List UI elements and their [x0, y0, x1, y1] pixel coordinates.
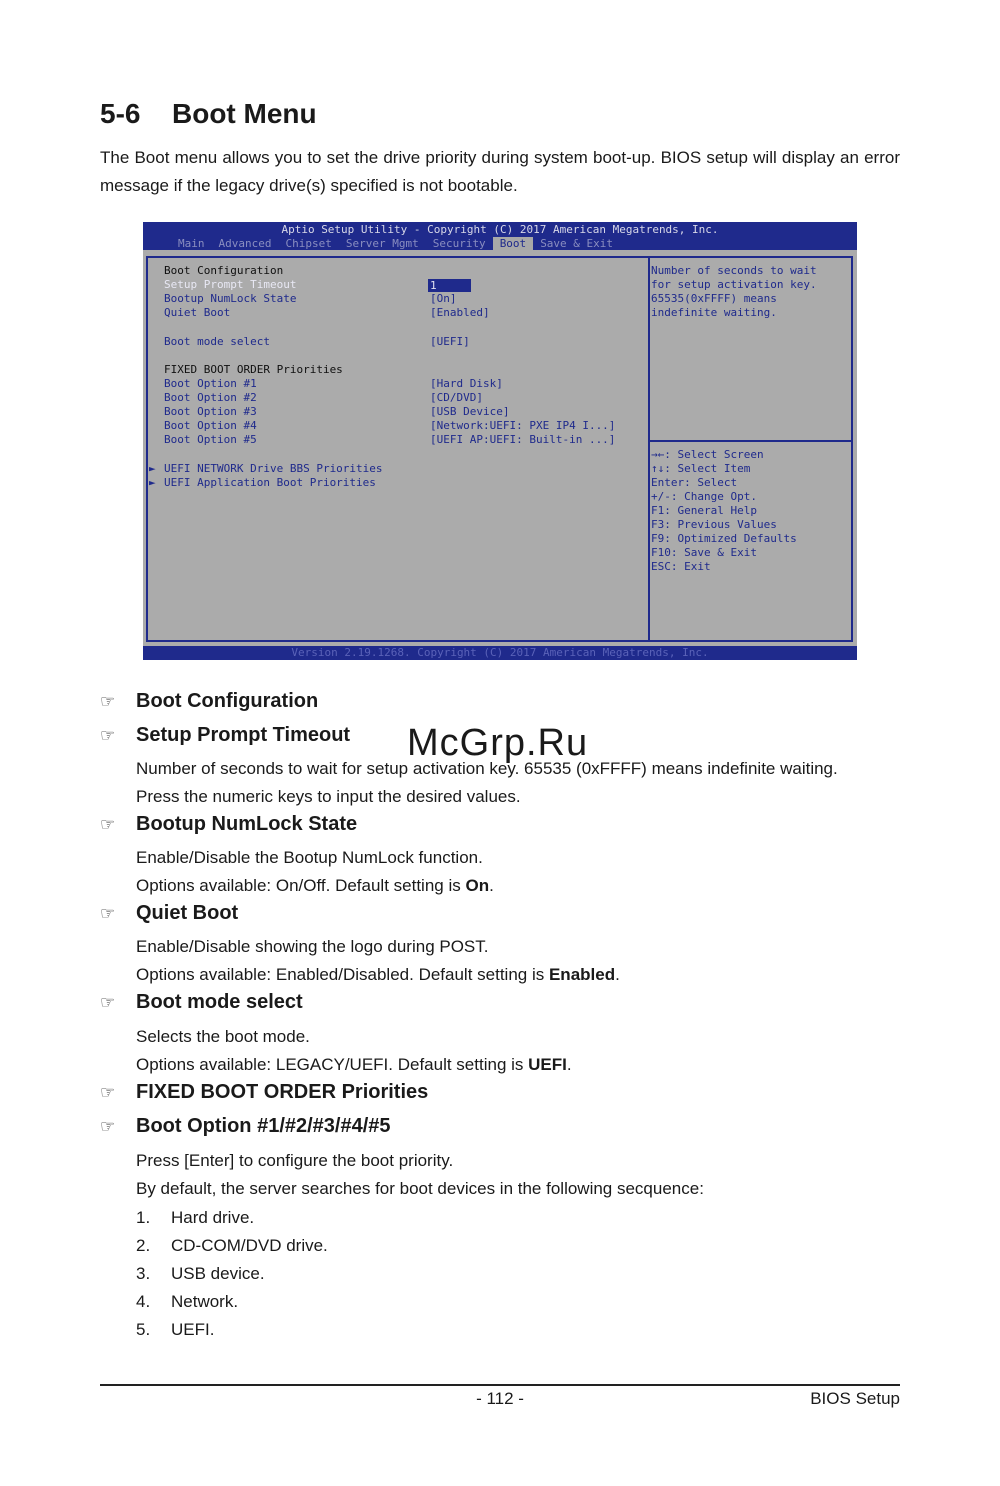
- bios-boot-option-3[interactable]: Boot Option #3: [164, 405, 257, 418]
- bios-key-hint: →←: Select Screen: [651, 448, 764, 461]
- bios-key-hint: ESC: Exit: [651, 560, 711, 573]
- bios-boot-option-2-value[interactable]: [CD/DVD]: [430, 391, 483, 404]
- bios-submenu-arrow-icon: ►: [149, 476, 156, 489]
- bios-tab-security[interactable]: Security: [432, 237, 486, 250]
- bios-boot-option-2[interactable]: Boot Option #2: [164, 391, 257, 404]
- setup-prompt-desc-1: Number of seconds to wait for setup activation key. 65535 (0xFFFF) means indefinite waiting.: [136, 759, 838, 778]
- page-number: - 112 -: [476, 1389, 524, 1408]
- item-quiet-boot: ☞ Quiet Boot: [100, 902, 239, 924]
- item-boot-option: ☞ Boot Option #1/#2/#3/#4/#5: [100, 1115, 391, 1137]
- list-item: 2. CD-COM/DVD drive.: [136, 1236, 328, 1255]
- intro-paragraph: The Boot menu allows you to set the drive priority during system boot-up. BIOS setup will display an error message if the legacy drive(s) specified is not bootable.: [100, 148, 900, 195]
- bios-setup-prompt-timeout-value[interactable]: 1: [428, 279, 471, 292]
- bios-tab-boot[interactable]: Boot: [493, 237, 534, 250]
- item-bootup-numlock-state: ☞ Bootup NumLock State: [100, 813, 358, 835]
- quiet-boot-desc-1: Enable/Disable showing the logo during POST.: [136, 937, 489, 956]
- pointing-hand-icon: ☞: [100, 992, 116, 1012]
- bios-tab-main[interactable]: Main: [178, 237, 205, 250]
- bios-bootup-numlock-value[interactable]: [On]: [430, 292, 457, 305]
- section-heading: Boot Menu: [172, 98, 317, 129]
- watermark: McGrp.Ru: [407, 722, 589, 764]
- numlock-desc-1: Enable/Disable the Bootup NumLock function.: [136, 848, 483, 867]
- pointing-hand-icon: ☞: [100, 725, 116, 745]
- pointing-hand-icon: ☞: [100, 1082, 116, 1102]
- bios-title: Aptio Setup Utility - Copyright (C) 2017 American Megatrends, Inc.: [281, 223, 719, 236]
- bios-boot-option-5[interactable]: Boot Option #5: [164, 433, 257, 446]
- bios-tab-server-mgmt[interactable]: Server Mgmt: [345, 237, 419, 250]
- bios-key-hint: +/-: Change Opt.: [651, 490, 757, 503]
- bios-boot-option-1-value[interactable]: [Hard Disk]: [430, 377, 503, 390]
- bios-key-hint: F1: General Help: [651, 504, 757, 517]
- item-boot-configuration: ☞ Boot Configuration: [100, 690, 319, 712]
- item-boot-mode-select: ☞ Boot mode select: [100, 991, 303, 1013]
- bios-setup-prompt-timeout[interactable]: Setup Prompt Timeout: [164, 278, 297, 291]
- list-item: 1. Hard drive.: [136, 1208, 255, 1227]
- bios-tab-chipset[interactable]: Chipset: [285, 237, 332, 250]
- pointing-hand-icon: ☞: [100, 903, 116, 923]
- bios-boot-option-1[interactable]: Boot Option #1: [164, 377, 257, 390]
- bios-bootup-numlock-state[interactable]: Bootup NumLock State: [164, 292, 297, 305]
- bios-boot-mode-value[interactable]: [UEFI]: [430, 335, 470, 348]
- bios-uefi-application-boot[interactable]: UEFI Application Boot Priorities: [164, 476, 376, 489]
- bios-boot-configuration-heading: Boot Configuration: [164, 264, 284, 277]
- bios-key-hint: F3: Previous Values: [651, 518, 777, 531]
- bios-boot-option-4[interactable]: Boot Option #4: [164, 419, 257, 432]
- item-fixed-boot-order: ☞ FIXED BOOT ORDER Priorities: [100, 1081, 429, 1103]
- bios-screenshot: [143, 222, 857, 660]
- bios-footer: [143, 646, 857, 660]
- boot-option-desc-1: Press [Enter] to configure the boot priority.: [136, 1151, 454, 1170]
- setup-prompt-desc-2: Press the numeric keys to input the desired values.: [136, 787, 521, 806]
- bios-tab-bar: [171, 237, 620, 250]
- bios-help-text: 65535(0xFFFF) means: [651, 292, 777, 305]
- pointing-hand-icon: ☞: [100, 691, 116, 711]
- bios-boot-option-5-value[interactable]: [UEFI AP:UEFI: Built-in ...]: [430, 433, 616, 446]
- bios-tab-advanced[interactable]: Advanced: [218, 237, 272, 250]
- bios-quiet-boot-value[interactable]: [Enabled]: [430, 306, 490, 319]
- bios-key-hint: ↑↓: Select Item: [651, 462, 751, 475]
- section-number: 5-6: [100, 98, 141, 129]
- boot-mode-desc-1: Selects the boot mode.: [136, 1027, 310, 1046]
- bios-version: Version 2.19.1268. Copyright (C) 2017 American Megatrends, Inc.: [291, 646, 709, 659]
- pointing-hand-icon: ☞: [100, 814, 116, 834]
- bios-help-divider: [649, 440, 851, 442]
- bios-key-hint: Enter: Select: [651, 476, 738, 489]
- bios-quiet-boot[interactable]: Quiet Boot: [164, 306, 231, 319]
- bios-help-text: indefinite waiting.: [651, 306, 777, 319]
- bios-boot-option-3-value[interactable]: [USB Device]: [430, 405, 510, 418]
- quiet-boot-desc-2: Options available: Enabled/Disabled. Default setting is Enabled.: [136, 965, 620, 984]
- item-setup-prompt-timeout: ☞ Setup Prompt Timeout: [100, 724, 351, 746]
- bios-submenu-arrow-icon: ►: [149, 462, 156, 475]
- bios-key-hint: F10: Save & Exit: [651, 546, 757, 559]
- boot-option-desc-2: By default, the server searches for boot devices in the following secquence:: [136, 1179, 704, 1198]
- bios-help-text: Number of seconds to wait: [651, 264, 817, 277]
- numlock-desc-2: Options available: On/Off. Default setting is On.: [136, 876, 494, 895]
- footer-section-label: BIOS Setup: [810, 1389, 900, 1408]
- boot-mode-desc-2: Options available: LEGACY/UEFI. Default setting is UEFI.: [136, 1055, 572, 1074]
- list-item: 4. Network.: [136, 1292, 239, 1311]
- list-item: 3. USB device.: [136, 1264, 265, 1283]
- bios-key-hint: F9: Optimized Defaults: [651, 532, 797, 545]
- footer-rule: [100, 1384, 900, 1386]
- bios-boot-option-4-value[interactable]: [Network:UEFI: PXE IP4 I...]: [430, 419, 616, 432]
- bios-fixed-boot-order-heading: FIXED BOOT ORDER Priorities: [164, 363, 343, 376]
- bios-tab-save-exit[interactable]: Save & Exit: [540, 237, 614, 250]
- pointing-hand-icon: ☞: [100, 1116, 116, 1136]
- list-item: 5. UEFI.: [136, 1320, 215, 1339]
- bios-help-text: for setup activation key.: [651, 278, 817, 291]
- bios-header: [143, 222, 857, 250]
- bios-uefi-network-drive-bbs[interactable]: UEFI NETWORK Drive BBS Priorities: [164, 462, 383, 475]
- section-title: [100, 98, 317, 130]
- bios-boot-mode-select[interactable]: Boot mode select: [164, 335, 270, 348]
